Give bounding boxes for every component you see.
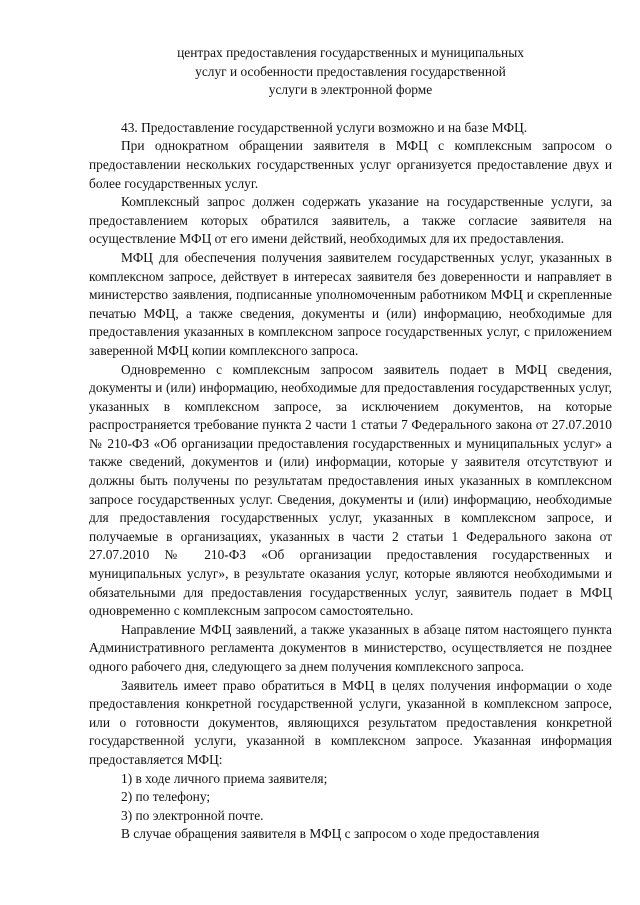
list-item-email: 3) по электронной почте.: [121, 807, 264, 823]
section-heading: [89, 44, 612, 100]
paragraph-complex-request: При однократном обращении заявителя в МФЦ с комплексным запросом о предоставлении нескольких государственных услуг организуется предоставление двух и более государственных услуг.: [89, 138, 612, 191]
list-item-personal: 1) в ходе личного приема заявителя;: [121, 770, 328, 786]
heading-line-1: центрах предоставления государственных и муниципальных: [177, 45, 524, 60]
paragraph-43: 43. Предоставление государственной услуги возможно и на базе МФЦ.: [121, 119, 528, 135]
heading-line-3: услуги в электронной форме: [268, 82, 433, 98]
heading-line-2: услуг и особенности предоставления государственной: [195, 63, 506, 79]
paragraph-forwarding: Направление МФЦ заявлений, а также указанных в абзаце пятом настоящего пункта Административного регламента документов в министерство, осуществляется не позднее одного рабочего дня, следующего за днем получения комплексного запроса.: [89, 621, 612, 674]
paragraph-request-content: Комплексный запрос должен содержать указание на государственные услуги, за предоставлением которых обратился заявитель, а также согласие заявителя на осуществление МФЦ от его имени действий, необходимых для их предоставления.: [89, 194, 612, 247]
paragraph-documents: Одновременно с комплексным запросом заявитель подает в МФЦ сведения, документы и (или) информацию, необходимые для предоставления государственных услуг, указанных в комплексном запросе, за исключением документов, на которые распространяется требование пункта 2 части 1 статьи 7 Федерального закона от 27.07.2010 № 210-ФЗ «Об организации предоставления государственных и муниципальных услуг» а также сведений, документов и (или) информации, которые у заявителя отсутствуют и должны быть получены по результатам предоставления иных указанных в комплексном запросе государственных услуг. Сведения, документы и (или) информацию, необходимые для предоставления государственных услуг, указанных в комплексном запросе, и получаемые в организациях, указанных в части 2 статьи 1 Федерального закона от 27.07.2010 № 210-ФЗ «Об организации предоставления государственных и муниципальных услуг», в результате оказания услуг, которые являются необходимыми и обязательными для предоставления государственных услуг, заявитель подает в МФЦ одновременно с комплексным запросом самостоятельно.: [89, 361, 612, 619]
paragraph-mfc-actions: МФЦ для обеспечения получения заявителем государственных услуг, указанных в комплексном запросе, действует в интересах заявителя без доверенности и направляет в министерство заявления, подписанные уполномоченным работником МФЦ и скрепленные печатью МФЦ, а также сведения, документы и (или) информацию, необходимые для предоставления указанных в комплексном запросе государственных услуг, с приложением заверенной МФЦ копии комплексного запроса.: [89, 249, 612, 358]
paragraph-status-inquiry: Заявитель имеет право обратиться в МФЦ в целях получения информации о ходе предоставления конкретной государственной услуги, указанной в комплексном запросе, или о готовности документов, являющихся результатом предоставления конкретной государственной услуги, указанной в комплексном запросе. Указанная информация предоставляется МФЦ:: [89, 677, 612, 767]
list-item-phone: 2) по телефону;: [121, 789, 211, 805]
paragraph-continuation: В случае обращения заявителя в МФЦ с запросом о ходе предоставления: [121, 826, 540, 842]
